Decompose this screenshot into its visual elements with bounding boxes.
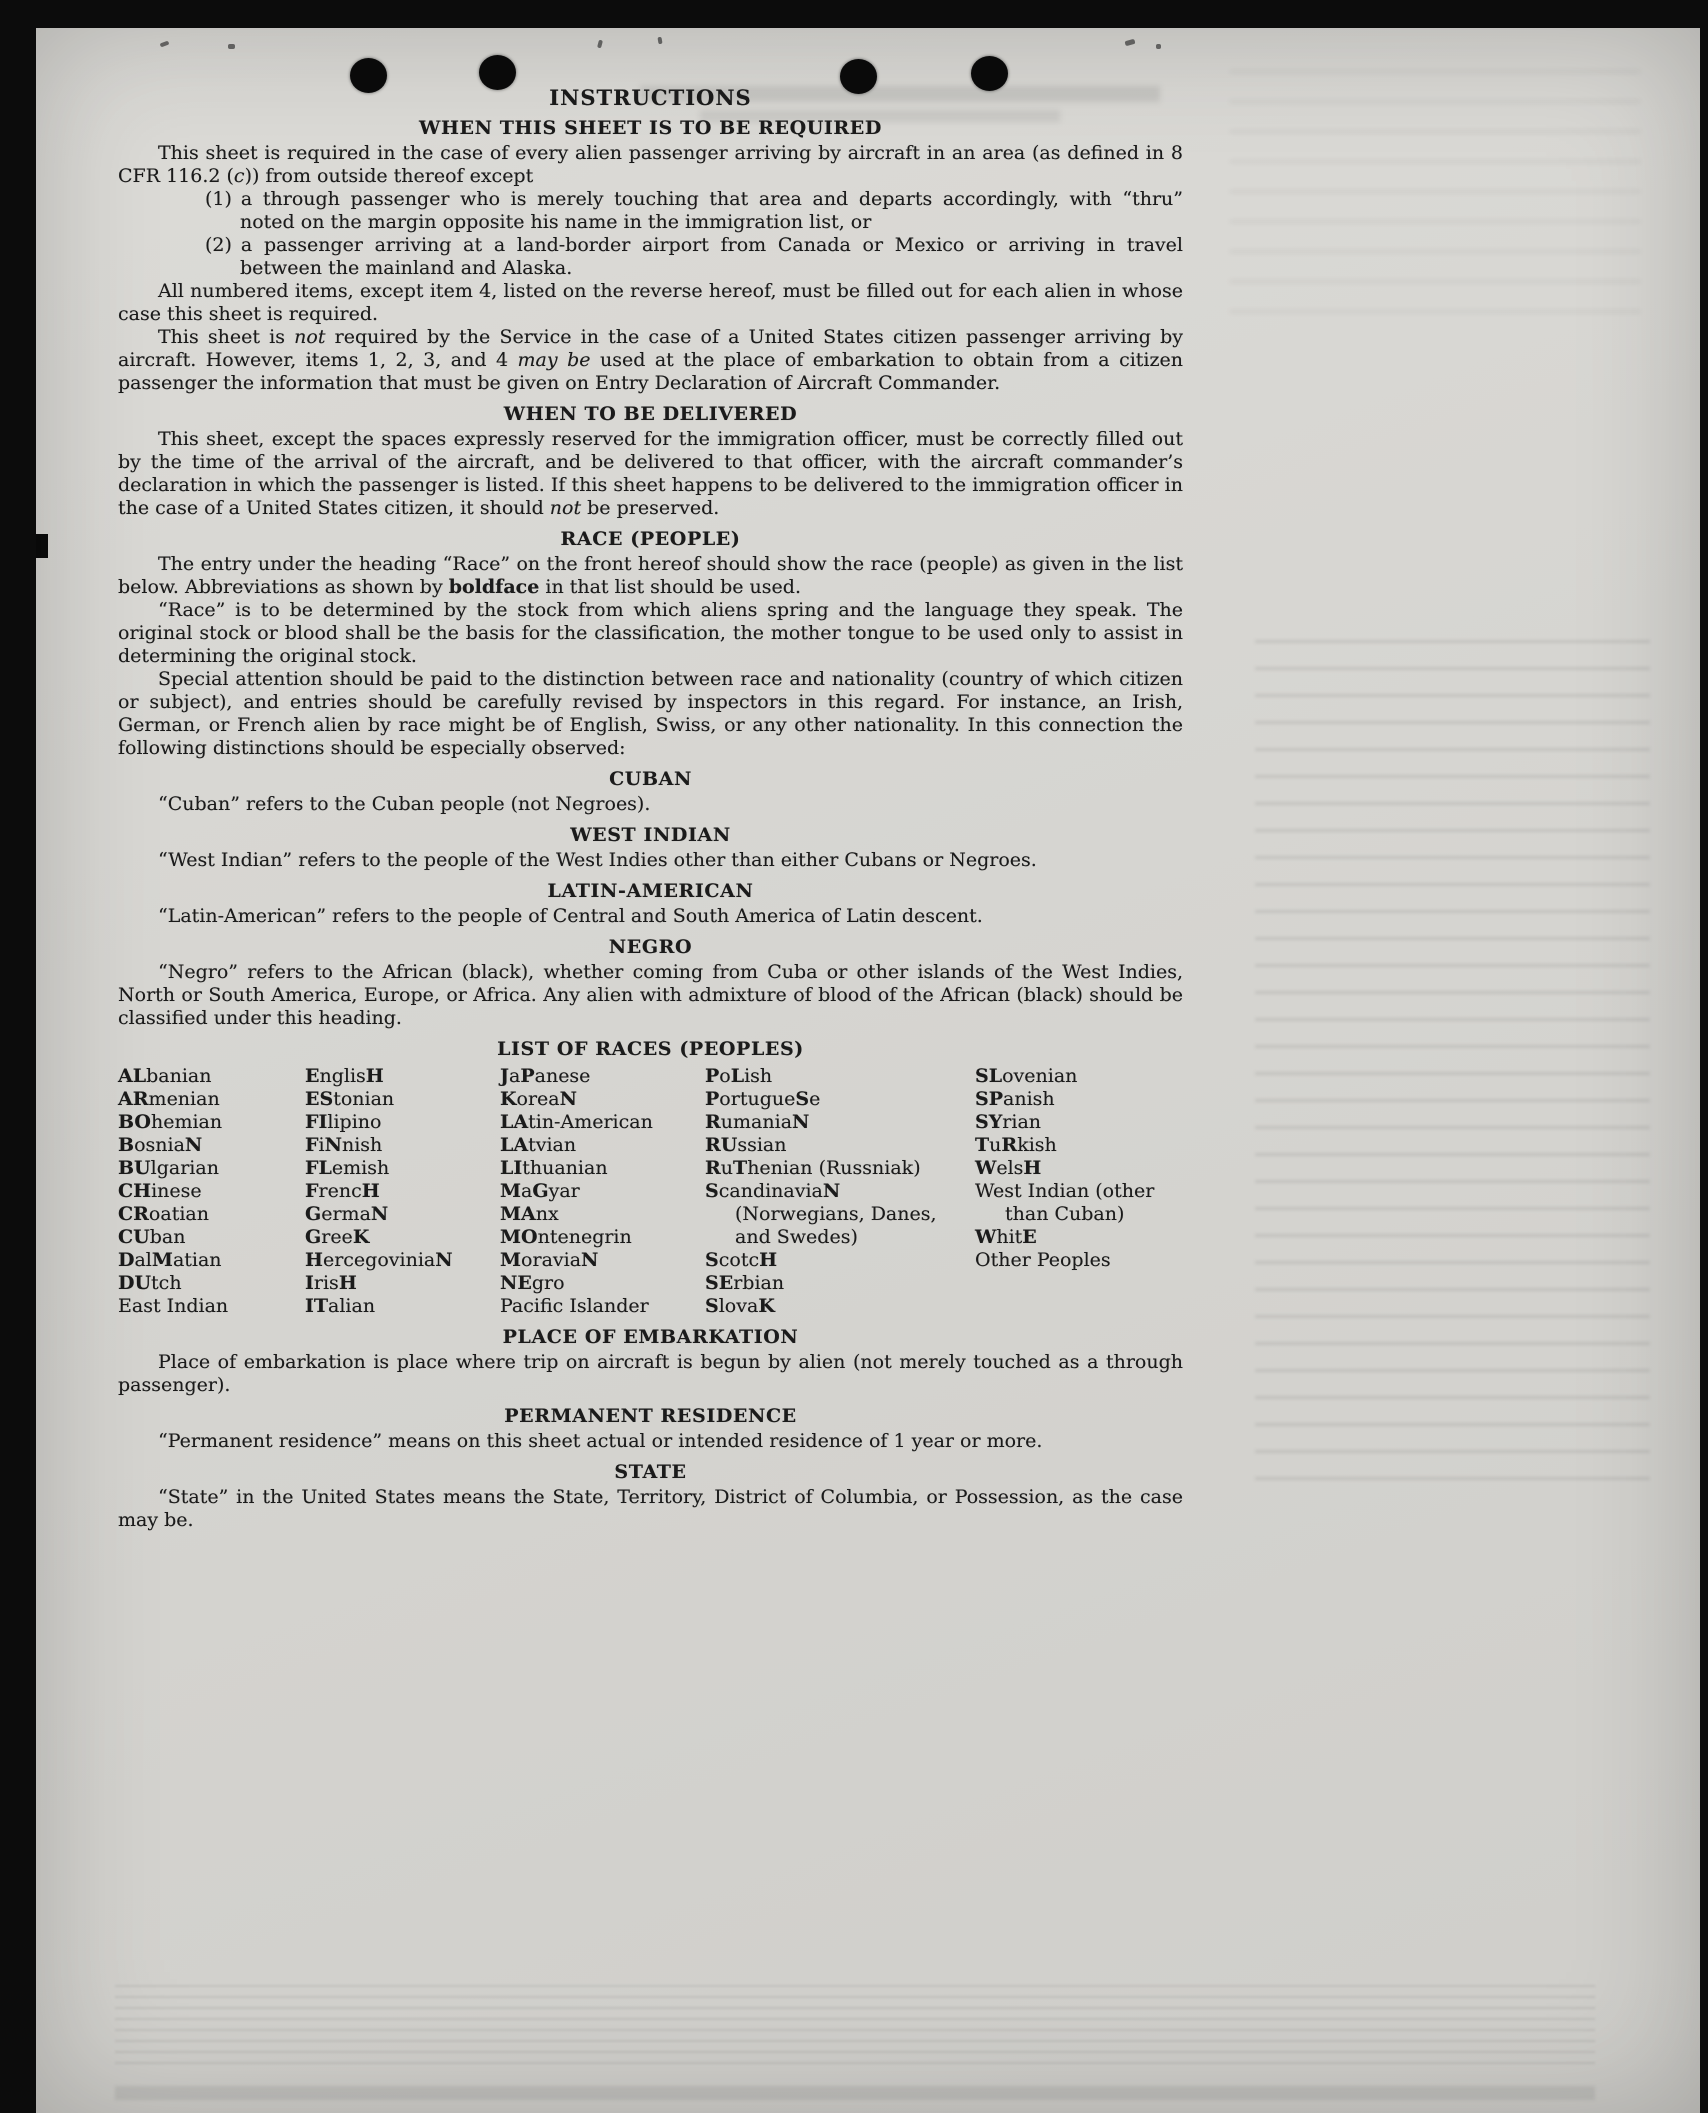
race-item: Pacific Islander [500, 1295, 649, 1317]
race-item: LAtin-American [500, 1111, 653, 1133]
bold-text: CH [118, 1180, 152, 1202]
race-item: DUtch [118, 1272, 182, 1294]
race-item: MaGyar [500, 1180, 580, 1202]
race-item: TuRkish [975, 1134, 1057, 1156]
bold-text: S [795, 1088, 810, 1110]
paragraph: This sheet, except the spaces expressly reserved for the immigration officer, must be correctly filled out by the time of the arrival of the aircraft, and be delivered to that officer, with the aircraft commander’s declaration in which the passenger is listed. If this sheet happens to be delivered to the immigration officer in the case of a United States citizen, it should not be preserved. [118, 428, 1183, 519]
race-item: FiNnish [305, 1134, 383, 1156]
bold-text: I [305, 1272, 314, 1294]
bold-text: N [435, 1249, 453, 1271]
bold-text: K [352, 1226, 370, 1248]
races-list [118, 1065, 1183, 1318]
bold-text: boldface [448, 576, 540, 598]
race-item: KoreaN [500, 1088, 577, 1110]
bold-text: AR [118, 1088, 149, 1110]
section-heading: LIST OF RACES (PEOPLES) [497, 1038, 804, 1060]
race-item: BOhemian [118, 1111, 223, 1133]
bold-text: G [305, 1226, 322, 1248]
race-item: SPanish [975, 1088, 1055, 1110]
races-column [705, 1065, 975, 1318]
bold-text: E [1022, 1226, 1037, 1248]
bold-text: M [151, 1249, 173, 1271]
race-item: RUssian [705, 1134, 787, 1156]
race-item: CRoatian [118, 1203, 209, 1225]
race-item: Other Peoples [975, 1249, 1111, 1271]
bold-text: P [520, 1065, 535, 1087]
race-item: JaPanese [500, 1065, 591, 1087]
races-column [500, 1065, 705, 1318]
race-item: CHinese [118, 1180, 202, 1202]
race-item: MAnx [500, 1203, 559, 1225]
section-heading: CUBAN [609, 768, 692, 790]
bold-text: P [705, 1065, 720, 1087]
race-item: DalMatian [118, 1249, 222, 1271]
bold-text: S [705, 1295, 719, 1317]
paragraph: “Permanent residence” means on this sheet actual or intended residence of 1 year or more. [158, 1430, 1043, 1452]
section-heading: WEST INDIAN [570, 824, 731, 846]
bold-text: MA [500, 1203, 536, 1225]
race-item: RuThenian (Russniak) [705, 1157, 921, 1179]
section-heading: STATE [614, 1461, 687, 1483]
race-item: GreeK [305, 1226, 370, 1248]
bold-text: F [305, 1180, 319, 1202]
paragraph: “Latin-American” refers to the people of Central and South America of Latin descent. [158, 905, 983, 927]
paragraph: “Negro” refers to the African (black), whether coming from Cuba or other islands of the West Indies, North or South America, Europe, or Africa. Any alien with admixture of blood of the African (black) should be classified under this heading. [118, 961, 1183, 1029]
bold-text: R [705, 1111, 721, 1133]
section-heading: WHEN THIS SHEET IS TO BE REQUIRED [419, 117, 882, 139]
bold-text: H [361, 1180, 380, 1202]
bold-text: BU [118, 1157, 151, 1179]
bold-text: H [305, 1249, 323, 1271]
section-heading: NEGRO [608, 936, 693, 958]
bold-text: N [370, 1203, 389, 1225]
race-item: LIthuanian [500, 1157, 608, 1179]
bold-text: SE [705, 1272, 734, 1294]
race-item: ALbanian [118, 1065, 212, 1087]
bold-text: R [1001, 1134, 1018, 1156]
race-item: CUban [118, 1226, 186, 1248]
bold-text: J [500, 1065, 509, 1087]
bold-text: G [305, 1203, 322, 1225]
race-item: BUlgarian [118, 1157, 219, 1179]
bold-text: FL [305, 1157, 332, 1179]
race-item: PoLish [705, 1065, 773, 1087]
race-item: ScotcH [705, 1249, 778, 1271]
item-number: (1) [205, 188, 232, 210]
race-item: BosniaN [118, 1134, 203, 1156]
race-item: SLovenian [975, 1065, 1078, 1087]
race-item: WhitE [975, 1226, 1037, 1248]
races-column [305, 1065, 500, 1318]
race-item: FIlipino [305, 1111, 382, 1133]
bold-text: F [305, 1134, 319, 1156]
section-heading: WHEN TO BE DELIVERED [503, 403, 798, 425]
scan-edge-artifact [36, 534, 48, 558]
races-column [118, 1065, 305, 1318]
section-heading: RACE (PEOPLE) [560, 528, 741, 550]
bold-text: AL [118, 1065, 147, 1087]
paragraph: Place of embarkation is place where trip on aircraft is begun by alien (not merely touched as a through passenger). [118, 1351, 1183, 1396]
bold-text: S [705, 1249, 719, 1271]
bold-text: ES [305, 1088, 334, 1110]
punch-hole [479, 55, 516, 90]
bold-text: B [118, 1134, 135, 1156]
paragraph: “West Indian” refers to the people of the West Indies other than either Cubans or Negroes. [158, 849, 1037, 871]
scan-speck [1156, 44, 1161, 49]
bold-text: H [759, 1249, 778, 1271]
bold-text: G [532, 1180, 549, 1202]
italic-text: may be [517, 349, 591, 371]
bold-text: P [705, 1088, 720, 1110]
bold-text: LA [500, 1134, 529, 1156]
bold-text: R [705, 1157, 721, 1179]
bold-text: H [338, 1272, 357, 1294]
document-content [118, 86, 1183, 1532]
race-item: GermaN [305, 1203, 389, 1225]
bold-text: SY [975, 1111, 1003, 1133]
section-heading: PERMANENT RESIDENCE [504, 1405, 797, 1427]
bold-text: W [975, 1226, 997, 1248]
bold-text: IT [305, 1295, 329, 1317]
bold-text: H [1023, 1157, 1042, 1179]
bold-text: M [500, 1249, 522, 1271]
italic-text: not [294, 326, 326, 348]
race-item: EStonian [305, 1088, 395, 1110]
bold-text: LI [500, 1157, 523, 1179]
scan-speck [228, 44, 235, 49]
race-item: IrisH [305, 1272, 357, 1294]
bold-text: FI [305, 1111, 328, 1133]
bold-text: N [822, 1180, 841, 1202]
bold-text: N [559, 1088, 577, 1110]
race-item: FLemish [305, 1157, 390, 1179]
paragraph: “State” in the United States means the State, Territory, District of Columbia, or Possession, as the case may be. [118, 1486, 1183, 1531]
italic-text: c [233, 165, 245, 187]
bold-text: T [733, 1157, 748, 1179]
bold-text: NE [500, 1272, 532, 1294]
bold-text: S [705, 1180, 719, 1202]
item-number: (2) [205, 234, 232, 256]
race-item: FrencH [305, 1180, 380, 1202]
race-item: EnglisH [305, 1065, 384, 1087]
bold-text: W [975, 1157, 997, 1179]
paragraph: All numbered items, except item 4, listed on the reverse hereof, must be filled out for each alien in whose case this sheet is required. [118, 280, 1183, 325]
bold-text: SL [975, 1065, 1003, 1087]
section-heading: LATIN-AMERICAN [547, 880, 754, 902]
paragraph: “Race” is to be determined by the stock from which aliens spring and the language they speak. The original stock or blood shall be the basis for the classification, the mother tongue to be used only to assist in determining the original stock. [118, 599, 1183, 667]
bold-text: N [581, 1249, 599, 1271]
paragraph: “Cuban” refers to the Cuban people (not Negroes). [158, 793, 651, 815]
bold-text: M [500, 1180, 522, 1202]
bold-text: K [758, 1295, 775, 1317]
bold-text: CR [118, 1203, 149, 1225]
paragraph: This sheet is not required by the Service in the case of a United States citizen passenger arriving by aircraft. However, items 1, 2, 3, and 4 may be used at the place of embarkation to obtain from a citizen passenger the information that must be given on Entry Declaration of Aircraft Commander. [118, 326, 1183, 394]
document-title: INSTRUCTIONS [549, 85, 752, 110]
race-item: SErbian [705, 1272, 785, 1294]
bold-text: D [118, 1249, 135, 1271]
race-item: WelsH [975, 1157, 1042, 1179]
race-item: SYrian [975, 1111, 1042, 1133]
bold-text: N [324, 1134, 342, 1156]
bold-text: T [975, 1134, 990, 1156]
bold-text: MO [500, 1226, 538, 1248]
race-item: East Indian [118, 1295, 229, 1317]
italic-text: not [549, 497, 582, 519]
race-item: NEgro [500, 1272, 565, 1294]
bold-text: H [365, 1065, 384, 1087]
bold-text: E [305, 1065, 320, 1087]
race-item: ARmenian [118, 1088, 220, 1110]
bold-text: SP [975, 1088, 1004, 1110]
races-column [975, 1065, 1183, 1318]
bold-text: RU [705, 1134, 738, 1156]
race-item: MOntenegrin [500, 1226, 632, 1248]
numbered-item: (2) a passenger arriving at a land-border airport from Canada or Mexico or arriving in travel between the mainland and Alaska. [205, 234, 1183, 279]
race-item: West Indian (other than Cuban) [975, 1180, 1155, 1225]
bold-text: CU [118, 1226, 150, 1248]
section-heading: PLACE OF EMBARKATION [502, 1326, 799, 1348]
race-item: HercegoviniaN [305, 1249, 453, 1271]
bold-text: LA [500, 1111, 529, 1133]
race-item: PortugueSe [705, 1088, 821, 1110]
bold-text: N [792, 1111, 810, 1133]
race-item: ITalian [305, 1295, 376, 1317]
paragraph: This sheet is required in the case of every alien passenger arriving by aircraft in an area (as defined in 8 CFR 116.2 (c)) from outside thereof except [118, 142, 1183, 187]
race-item: SlovaK [705, 1295, 775, 1317]
bold-text: N [184, 1134, 203, 1156]
bold-text: K [500, 1088, 517, 1110]
bold-text: L [730, 1065, 745, 1087]
numbered-item: (1) a through passenger who is merely touching that area and departs accordingly, with “thru” noted on the margin opposite his name in the immigration list, or [205, 188, 1183, 233]
race-item: ScandinaviaN (Norwegians, Danes, and Swedes) [705, 1180, 937, 1248]
race-item: RumaniaN [705, 1111, 810, 1133]
race-item: LAtvian [500, 1134, 577, 1156]
bold-text: DU [118, 1272, 152, 1294]
race-item: MoraviaN [500, 1249, 599, 1271]
paragraph: The entry under the heading “Race” on the front hereof should show the race (people) as given in the list below. Abbreviations as shown by boldface in that list should be used. [118, 553, 1183, 598]
paragraph: Special attention should be paid to the distinction between race and nationality (country of which citizen or subject), and entries should be carefully revised by inspectors in this regard. For instance, an Irish, German, or French alien by race might be of English, Swiss, or any other nationality. In this connection the following distinctions should be especially observed: [118, 668, 1183, 759]
bold-text: BO [118, 1111, 151, 1133]
